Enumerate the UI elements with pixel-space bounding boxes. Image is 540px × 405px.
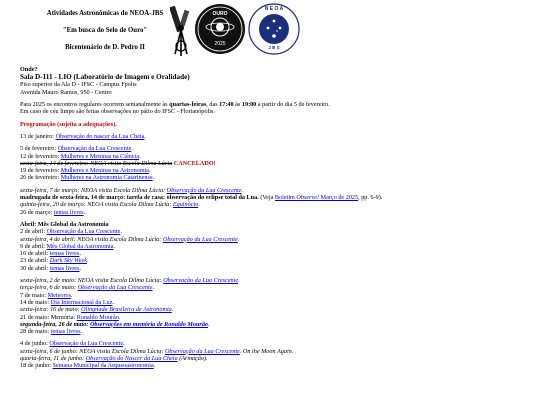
list-item: 23 de abril: Dark Sky Week. [20, 257, 89, 265]
event-link[interactable]: Semana Municipal da Arqueoastronomia [52, 362, 154, 370]
boletim-link[interactable]: Boletim Observe! Março de 2025 [274, 194, 359, 202]
ouro-logo-text: OURO [212, 11, 228, 17]
event-link[interactable]: Dia Internacional da Luz [50, 298, 113, 306]
floor-info: Piso superior da Ala D - IFSC - Campus Fpolis [20, 81, 137, 89]
list-item-cancelled: sexta-feira, 14 de fevereiro: NEOA visita Escola Dilma Lúcia CANCELADO! [20, 159, 216, 167]
event-link[interactable]: Observações em memória de Ronaldo Mourão [89, 320, 209, 328]
list-item: 2 de abril: Observação da Lua Crescente. [20, 228, 122, 236]
neoa-logo-sub: J B S [268, 45, 280, 50]
event-link[interactable]: Dark Sky Week [49, 257, 87, 265]
event-link[interactable]: temas livres [53, 208, 84, 216]
header-title: Atividades Astronômicas do NEOA-JBS [46, 10, 164, 17]
event-link[interactable]: Observação do Nascer da Lua Cheia [85, 354, 178, 362]
cancelled-label: CANCELADO! [172, 159, 216, 167]
list-item: 5 de fevereiro: Observação da Lua Crescente. [20, 145, 133, 153]
event-link[interactable]: Meteoros [47, 291, 72, 299]
list-item: madrugada de sexta-feira, 14 de março: tarefa de casa: observação do eclipse total da Lua. (Veja Boletim Observe! Março de 2025, pp. 6-9). [20, 194, 383, 202]
list-item: 26 de fevereiro: Mulheres na Astronomia Catarinense. [20, 174, 155, 182]
onde-label: Onde? [20, 66, 38, 73]
list-item: 9 de abril: Mês Global da Astronomia. [20, 242, 116, 250]
list-item: 7 de maio: Meteoros. [20, 291, 73, 299]
list-item: quinta-feira, 20 de março: NEOA visita Escola Dilma Lúcia: Equinócio. [20, 201, 200, 209]
event-link[interactable]: Observação da Lua Crescente [163, 277, 239, 285]
event-link[interactable]: Mulheres e Meninas na Ciência [60, 152, 140, 160]
list-item: 16 de abril: temas livres. [20, 250, 82, 258]
list-item: quarta-feira, 11 de junho: Observação do Nascer da Lua Cheia (Armação). [20, 354, 208, 362]
event-link[interactable]: temas livres [49, 250, 80, 258]
header-bicentenario: Bicentenário de D. Pedro II [65, 44, 145, 51]
main-content [20, 66, 530, 370]
list-item: sexta-feira, 7 de março: NEOA visita Escola Dilma Lúcia: Observação da Lua Crescente. [20, 186, 244, 194]
list-item: 28 de maio: temas livres. [20, 328, 83, 336]
abril-heading: Abril: Mês Global da Astronomia [20, 220, 109, 228]
list-item: 4 de junho: Observação da Lua Crescente. [20, 340, 125, 348]
list-item: 26 de março: temas livres. [20, 208, 86, 216]
list-item: 14 de maio: Dia Internacional da Luz. [20, 298, 114, 306]
neoa-logo [248, 3, 300, 55]
list-item: 30 de abril: temas livres. [20, 264, 82, 272]
telescope-logo [170, 4, 192, 58]
neoa-logo-text: N E O A [264, 6, 284, 12]
list-item: 13 de janeiro: Observação do nascer da Lua Cheia. [20, 132, 146, 140]
event-link[interactable]: Observação da Lua Crescente [162, 235, 238, 243]
address-info: Avenida Mauro Ramos, 950 - Centro [20, 88, 112, 96]
list-item: segunda-feira, 26 de maio: Observações em memória de Ronaldo Mourão. [20, 320, 210, 328]
schedule-paragraph: Para 2025 os encontros regulares ocorrem semanalmente às quartas-feiras, das 17:40 às 19:00 a partir do dia 5 de fevereiro. [20, 101, 330, 109]
event-link[interactable]: Observação da Lua Crescente [57, 145, 132, 153]
header-subtitle: "Em busca do Selo de Ouro" [62, 27, 148, 34]
programacao-heading: Programação (sujeita a adequações). [20, 120, 117, 128]
event-link[interactable]: Mês Global da Astronomia [46, 242, 114, 250]
list-item: 21 de maio: Memória: Ronaldo Mourão. [20, 313, 121, 321]
event-link[interactable]: Observação da Lua Crescente [46, 228, 121, 236]
event-link[interactable]: temas livres [49, 264, 80, 272]
list-item: sexta-feira, 4 de abril: NEOA visita Escola Dilma Lúcia: Observação da Lua Crescente. [20, 235, 240, 243]
event-link[interactable]: Olimpíada Brasileira de Astronomia [81, 306, 172, 314]
event-link[interactable]: Observação do nascer da Lua Cheia [55, 132, 145, 140]
event-link[interactable]: Observação da Lua Crescente [49, 340, 124, 348]
list-item: 12 de fevereiro: Mulheres e Meninas na Ciência. [20, 152, 141, 160]
event-link[interactable]: Observação da Lua Crescente [164, 347, 240, 355]
event-link[interactable]: Observação da Lua Crescente [166, 186, 242, 194]
event-link[interactable]: temas livres [50, 328, 81, 336]
list-item: sexta-feira: 16 de maio: Olimpíada Brasileira de Astronomia. [20, 306, 174, 314]
list-item: 18 de junho: Semana Municipal da Arqueoastronomia. [20, 362, 156, 370]
event-link[interactable]: Observação da Lua Crescente [77, 284, 153, 292]
list-item: sexta-feira, 2 de maio: NEOA visita Escola Dilma Lúcia: Observação da Lua Crescente. [20, 277, 240, 285]
ouro-logo-year: 2025 [214, 41, 226, 47]
event-link[interactable]: Mulheres e Meninas na Astronomia [60, 167, 150, 175]
room-heading: Sala D-111 - LIO (Laboratório de Imagem e Oralidade) [20, 73, 190, 82]
clear-sky-note: Em caso de céu limpo são feitas observações no pátio do IFSC - Florianópolis. [20, 108, 215, 116]
list-item: 19 de fevereiro: Mulheres e Meninas na Astronomia. [20, 167, 151, 175]
list-item: sexta-feira, 6 de junho: NEOA visita Escola Dilma Lúcia: Observação da Lua Crescente. On the Moon Again. [20, 347, 294, 355]
event-link[interactable]: Mulheres na Astronomia Catarinense [60, 174, 153, 182]
event-link[interactable]: Ronaldo Mourão [76, 313, 119, 321]
ouro-seal-logo [194, 3, 246, 55]
event-link[interactable]: Equinócio [172, 201, 199, 209]
list-item: terça-feira, 6 de maio: Observação da Lua Crescente. [20, 284, 154, 292]
